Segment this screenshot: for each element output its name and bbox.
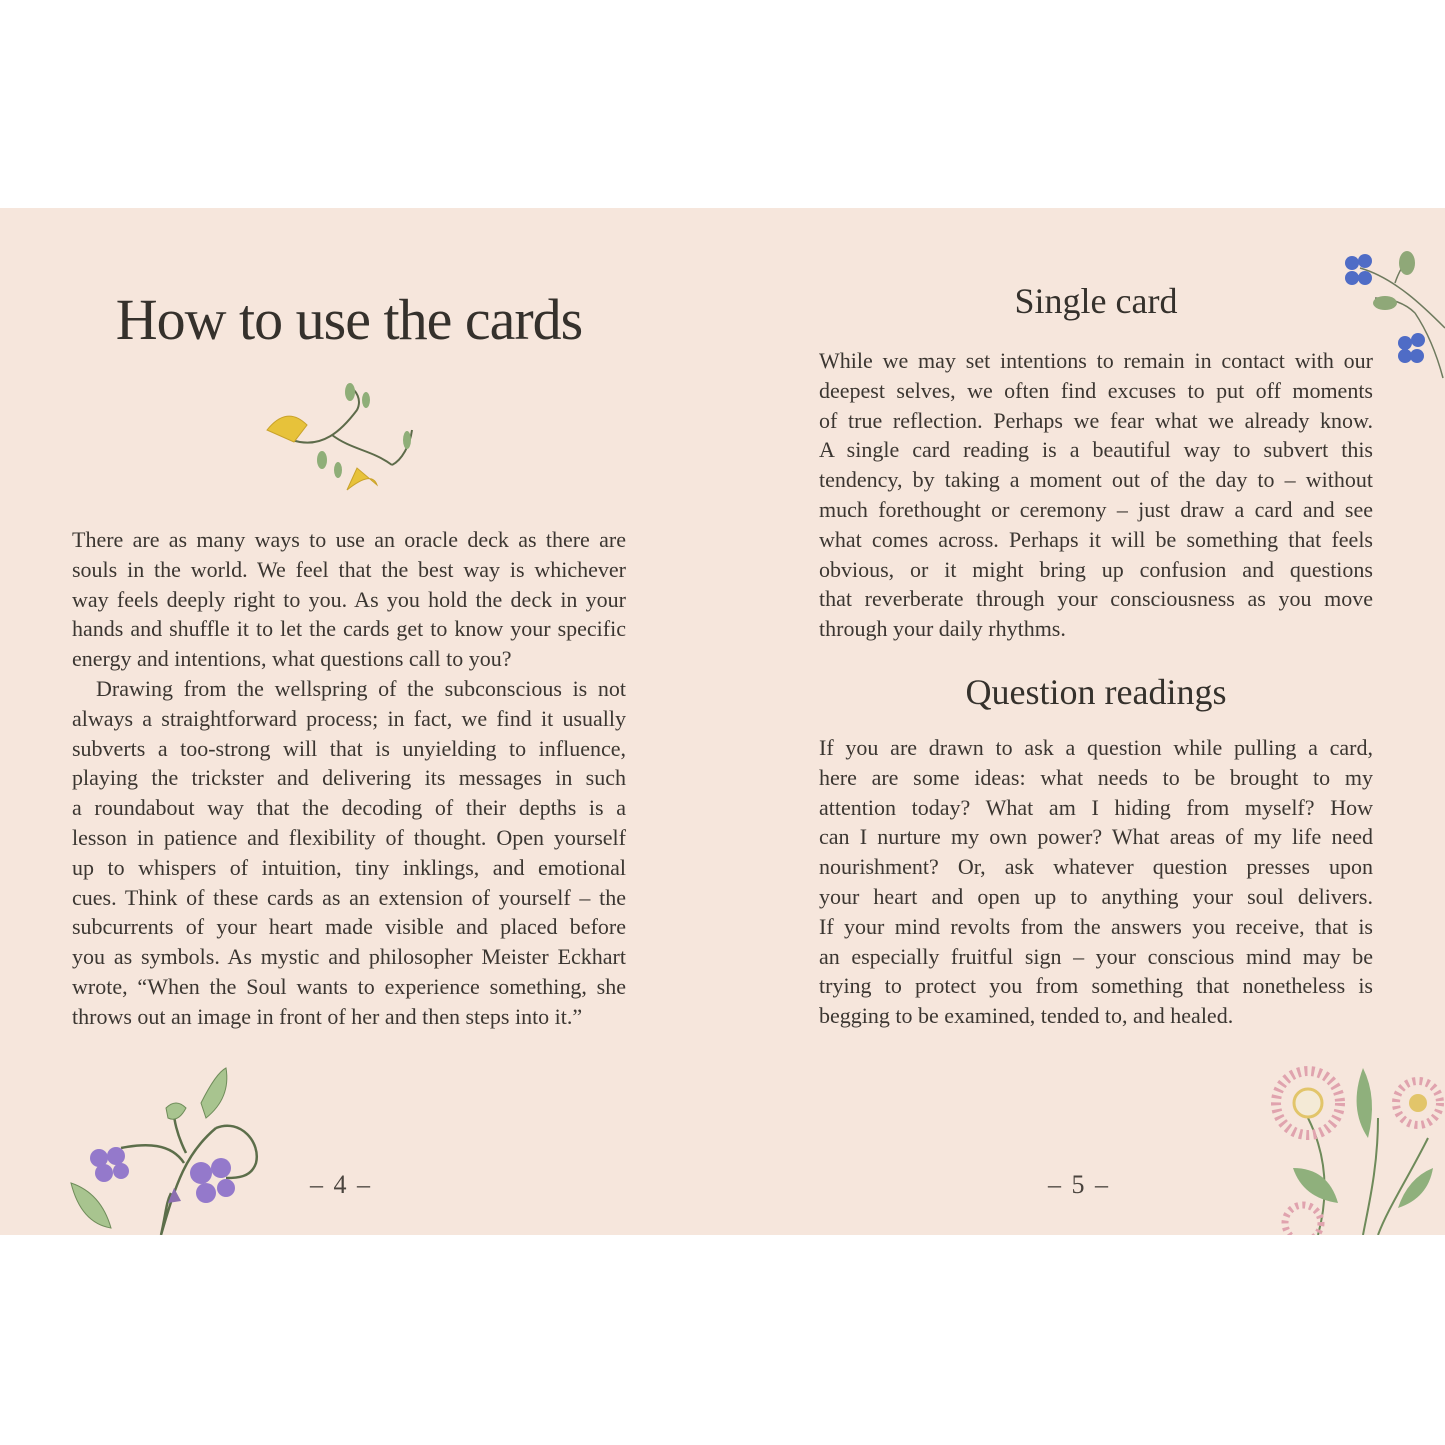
text-line: subcurrents of your heart made visible and placed before (72, 914, 626, 940)
text-line: what comes across. Perhaps it will be something that feels (819, 526, 1373, 552)
text-line: up to whispers of intuition, tiny inklings, and emotional (72, 854, 626, 880)
section-heading-single-card: Single card (1014, 281, 1178, 321)
paragraph (72, 525, 626, 674)
text-line: subverts a too-strong will that is unyielding to influence, (72, 735, 626, 761)
text-line: always a straightforward process; in fact, we find it usually (72, 705, 626, 731)
text-line: your heart and open up to anything your soul delivers. (819, 883, 1373, 909)
violet-flower-illustration (66, 1063, 266, 1235)
text-line: nourishment? Or, ask whatever question presses upon (819, 854, 1373, 880)
text-line: attention today? What am I hiding from myself? How (819, 794, 1373, 820)
text-line: While we may set intentions to remain in contact with our (819, 348, 1373, 373)
text-line: Drawing from the wellspring of the subconscious is not (96, 675, 626, 701)
text-line: playing the trickster and delivering its messages in such (72, 765, 626, 791)
text-line: you as symbols. As mystic and philosopher Meister Eckhart (72, 944, 626, 970)
text-line: of true reflection. Perhaps we fear what we already know. (819, 407, 1373, 433)
text-line: that reverberate through your consciousness as you move (819, 586, 1373, 612)
text-line: an especially fruitful sign – your conscious mind may be (819, 943, 1373, 969)
text-line: deepest selves, we often find excuses to put off moments (819, 377, 1373, 403)
text-line: There are as many ways to use an oracle deck as there are (72, 527, 626, 552)
text-line: through your daily rhythms. (819, 616, 1066, 642)
text-line: hands and shuffle it to let the cards get to know your specific (72, 616, 626, 642)
text-line: wrote, “When the Soul wants to experience something, she (72, 973, 626, 999)
text-line: souls in the world. We feel that the best way is whichever (72, 556, 626, 582)
page-number-right: – 5 – (1048, 1170, 1110, 1199)
text-line: If your mind revolts from the answers you receive, that is (819, 913, 1373, 939)
text-line: here are some ideas: what needs to be brought to my (819, 764, 1373, 790)
left-body-text (72, 525, 626, 1032)
text-line: energy and intentions, what questions call to you? (72, 646, 512, 672)
section-heading-question-readings: Question readings (965, 672, 1227, 712)
text-line: lesson in patience and flexibility of thought. Open yourself (72, 824, 626, 850)
ginkgo-sprig-illustration (262, 380, 422, 495)
text-line: tendency, by taking a moment out of the day to – without (819, 467, 1373, 493)
question-readings-text (819, 733, 1373, 1031)
daisy-flower-illustration (1268, 1058, 1445, 1235)
text-line: way feels deeply right to you. As you hold the deck in your (72, 586, 626, 612)
paragraph (72, 674, 626, 1032)
blue-flower-illustration (1335, 248, 1445, 393)
text-line: cues. Think of these cards as an extension of yourself – the (72, 884, 626, 910)
page-number-left: – 4 – (310, 1170, 372, 1199)
book-spread (0, 208, 1445, 1235)
text-line: begging to be examined, tended to, and healed. (819, 1003, 1234, 1029)
text-line: trying to protect you from something that nonetheless is (819, 973, 1373, 999)
text-line: A single card reading is a beautiful way to subvert this (819, 437, 1373, 463)
text-line: can I nurture my own power? What areas of my life need (819, 824, 1373, 850)
text-line: obvious, or it might bring up confusion and questions (819, 556, 1373, 582)
text-line: throws out an image in front of her and then steps into it.” (72, 1003, 583, 1029)
single-card-text (819, 346, 1373, 644)
text-line: a roundabout way that the decoding of their depths is a (72, 795, 626, 821)
text-line: much forethought or ceremony – just draw a card and see (819, 496, 1373, 522)
page-title: How to use the cards (115, 287, 583, 352)
text-line: If you are drawn to ask a question while pulling a card, (819, 735, 1373, 760)
